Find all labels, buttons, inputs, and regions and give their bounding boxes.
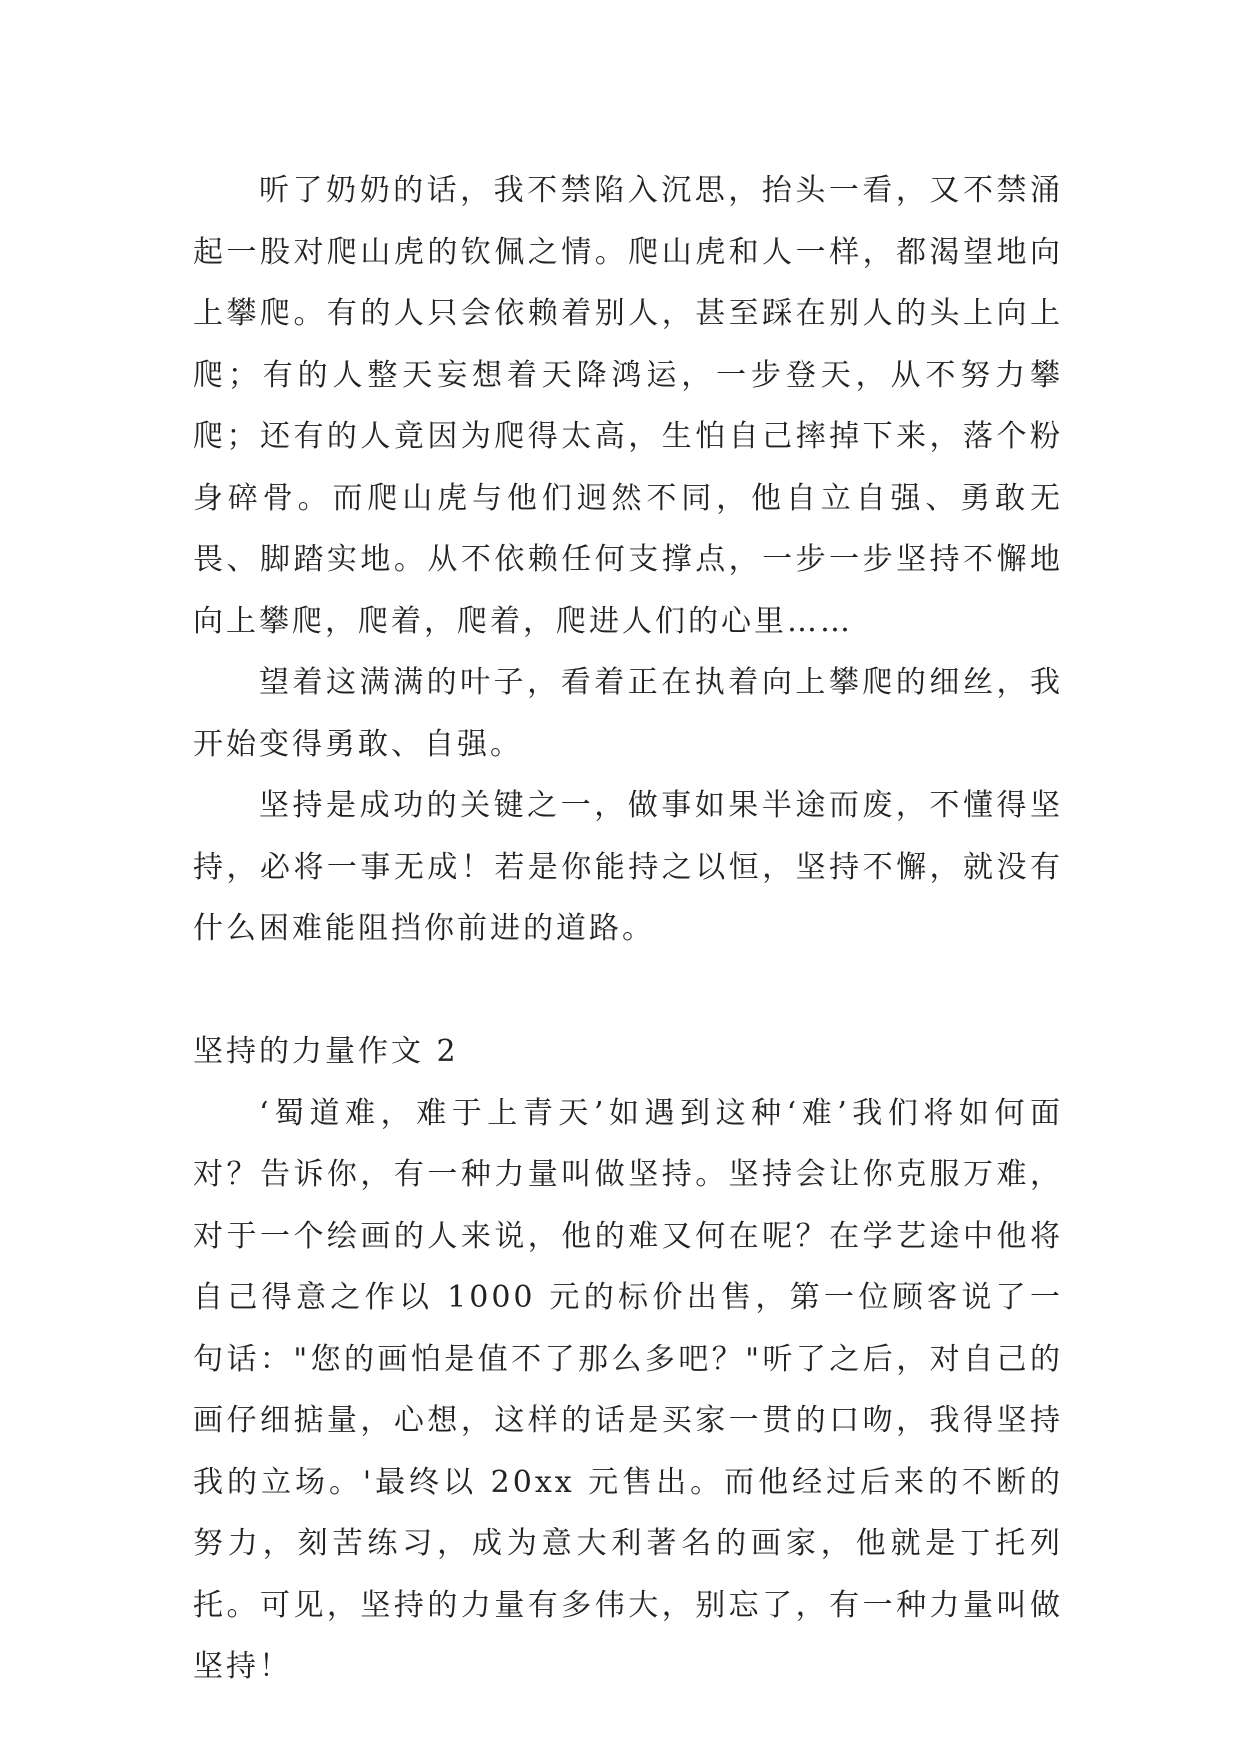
document-body bbox=[193, 160, 1063, 1698]
section-title: 坚持的力量作文 2 bbox=[193, 1034, 459, 1069]
paragraph-conclusion: 坚持是成功的关键之一，做事如果半途而废，不懂得坚持，必将一事无成！若是你能持之以恒，坚持不懈，就没有什么困难能阻挡你前进的道路。 bbox=[193, 788, 1063, 946]
paragraph-essay-2: ‘蜀道难，难于上青天’如遇到这种‘难’我们将如何面对？告诉你，有一种力量叫做坚持。坚持会让你克服万难，对于一个绘画的人来说，他的难又何在呢？在学艺途中他将自己得意之作以 1000 元的标价出售，第一位顾客说了一句话："您的画怕是值不了那么多吧？"听了之后，对自己的画仔细掂量，心想，这样的话是买家一贯的口吻，我得坚持我的立场。'最终以 20xx 元售出。而他经过后来的不断的努力，刻苦练习，成为意大利著名的画家，他就是丁托列托。可见，坚持的力量有多伟大，别忘了，有一种力量叫做坚持！ bbox=[193, 1095, 1063, 1684]
paragraph-reflection: 听了奶奶的话，我不禁陷入沉思，抬头一看，又不禁涌起一股对爬山虎的钦佩之情。爬山虎和人一样，都渴望地向上攀爬。有的人只会依赖着别人，甚至踩在别人的头上向上爬；有的人整天妄想着天降鸿运，一步登天，从不努力攀爬；还有的人竟因为爬得太高，生怕自己摔掉下来，落个粉身碎骨。而爬山虎与他们迥然不同，他自立自强、勇敢无畏、脚踏实地。从不依赖任何支撑点，一步一步坚持不懈地向上攀爬，爬着，爬着，爬进人们的心里…… bbox=[193, 173, 1063, 639]
section-spacer bbox=[193, 960, 1063, 1022]
paragraph-leaves: 望着这满满的叶子，看着正在执着向上攀爬的细丝，我开始变得勇敢、自强。 bbox=[193, 665, 1063, 762]
